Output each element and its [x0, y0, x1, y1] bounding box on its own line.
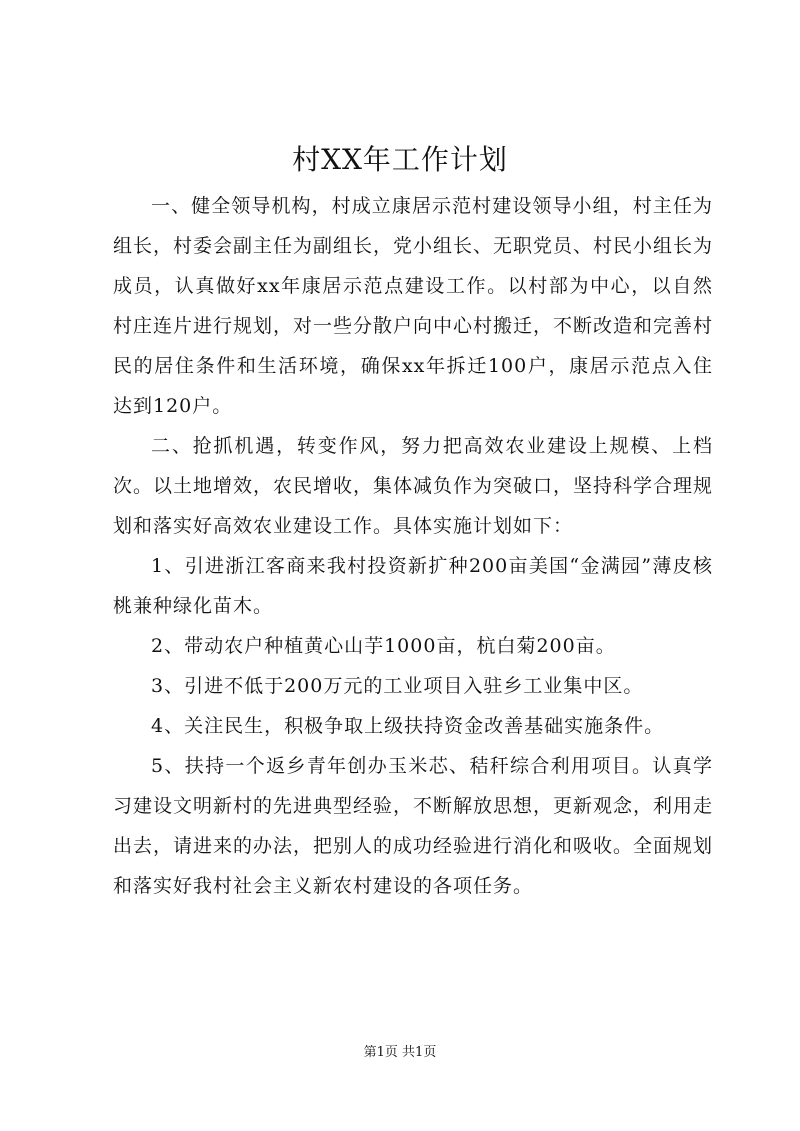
paragraph-item-3: 3、引进不低于200万元的工业项目入驻乡工业集中区。	[151, 675, 644, 697]
document-body	[113, 186, 713, 906]
paragraph-item-5: 5、扶持一个返乡青年创办玉米芯、秸秆综合利用项目。认真学习建设文明新村的先进典型经验，不断解放思想，更新观念，利用走出去，请进来的办法，把别人的成功经验进行消化和吸收。全面规划和落实好我村社会主义新农村建设的各项任务。	[113, 755, 714, 897]
paragraph-item-1: 1、引进浙江客商来我村投资新扩种200亩美国“金满园”薄皮核桃兼种绿化苗木。	[113, 555, 713, 617]
page-title: 村XX年工作计划	[292, 143, 508, 176]
paragraph-item-2: 2、带动农户种植黄心山芋1000亩，杭白菊200亩。	[151, 635, 616, 657]
paragraph-item-4: 4、关注民生，积极争取上级扶持资金改善基础实施条件。	[151, 715, 665, 737]
paragraph-agriculture: 二、抢抓机遇，转变作风，努力把高效农业建设上规模、上档次。以土地增效，农民增收，集体减负作为突破口，坚持科学合理规划和落实好高效农业建设工作。具体实施计划如下：	[113, 435, 714, 537]
page-footer: 第1页 共1页	[363, 1045, 437, 1060]
paragraph-leadership: 一、健全领导机构，村成立康居示范村建设领导小组，村主任为组长，村委会副主任为副组长，党小组长、无职党员、村民小组长为成员，认真做好xx年康居示范点建设工作。以村部为中心，以自然村庄连片进行规划，对一些分散户向中心村搬迁，不断改造和完善村民的居住条件和生活环境，确保xx年拆迁100户，康居示范点入住达到120户。	[113, 195, 714, 417]
